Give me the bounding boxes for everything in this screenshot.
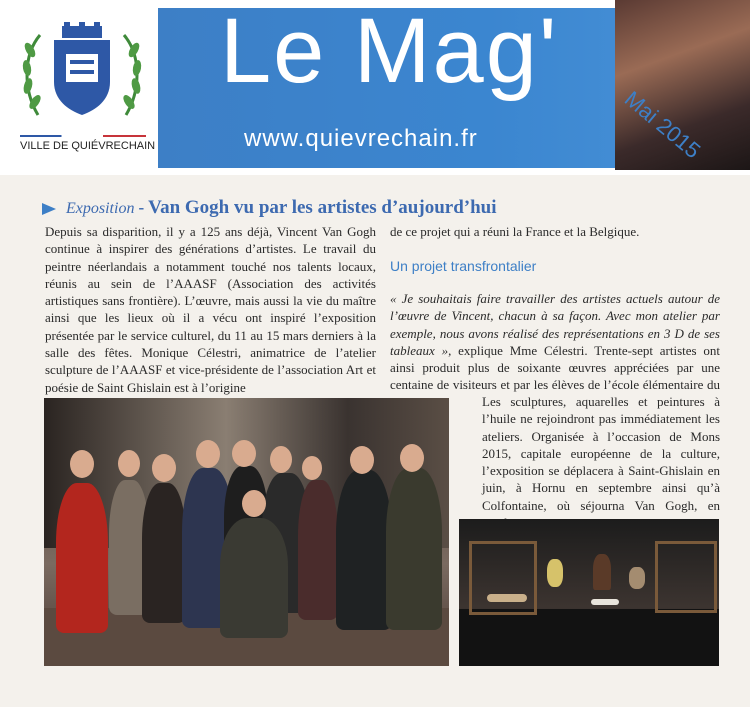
website-link[interactable]: www.quievrechain.fr	[244, 125, 478, 152]
article-subheading: Un projet transfrontalier	[390, 258, 537, 274]
article-headline: Van Gogh vu par les artistes d’aujourd’hui	[148, 197, 497, 218]
article-column-2-end: Les sculptures, aquarelles et peintures à l’huile ne rejoindront pas immédiatement les ateliers. Organisée à l’occasion de Mons 2015, capitale européenne de la culture, l’exposition se déplacera à Saint-Ghislain en juin, à Hornu en septembre ainsi qu’à Colfontaine, où séjourna Van Gogh, en	[482, 394, 720, 513]
article-column-2-intro: de ce projet qui a réuni la France et la Belgique.	[390, 224, 640, 239]
masthead	[0, 0, 750, 175]
article-rubric: Exposition	[66, 200, 135, 217]
article-column-1: Depuis sa disparition, il y a 125 ans déjà, Vincent Van Gogh continue à inspirer des générations d’artistes. Le travail du peintre néerlandais a notamment touché nos talents locaux, réunis au sein de l’AAASF (Association des activités artistiques sans frontière). L’œuvre, mais aussi la vie du maître ainsi que les lieux où il a vécu ont inspiré l’exposition présentée par le service culturel, du 11 au 15 mars derniers à la salle des fêtes. Monique Célestri, animatrice de l’atelier sculpture de l’AAASF et vice-présidente de l’association Art et poésie de Saint Ghislain est à l’origine	[45, 224, 376, 395]
town-crest-logo	[18, 20, 146, 130]
artist-quote: « Je souhaitais faire travailler des artistes actuels autour de l’œuvre de Vincent, chacun à sa façon. Avec mon atelier par exemple, nous avons réalisé des représentations en 3 D de ses tableaux »	[390, 291, 720, 358]
article-title	[42, 197, 722, 219]
tricolor-line	[20, 135, 146, 137]
exhibition-photo	[459, 519, 719, 666]
arrow-icon	[42, 203, 56, 215]
group-photo	[44, 398, 449, 666]
title-separator: -	[138, 198, 145, 217]
town-name: VILLE DE QUIÉVRECHAIN	[20, 140, 156, 152]
quote-attribution: , explique Mme Célestri. Trente-sept artistes ont ainsi produit plus de soixante œuvres appréciées par une centaine de visiteurs et par les élèves de l’école élémentaire du	[390, 342, 721, 393]
date-corner	[560, 0, 750, 175]
issue-date: Mai 2015	[619, 86, 706, 164]
magazine-title: Le Mag'	[220, 0, 559, 102]
